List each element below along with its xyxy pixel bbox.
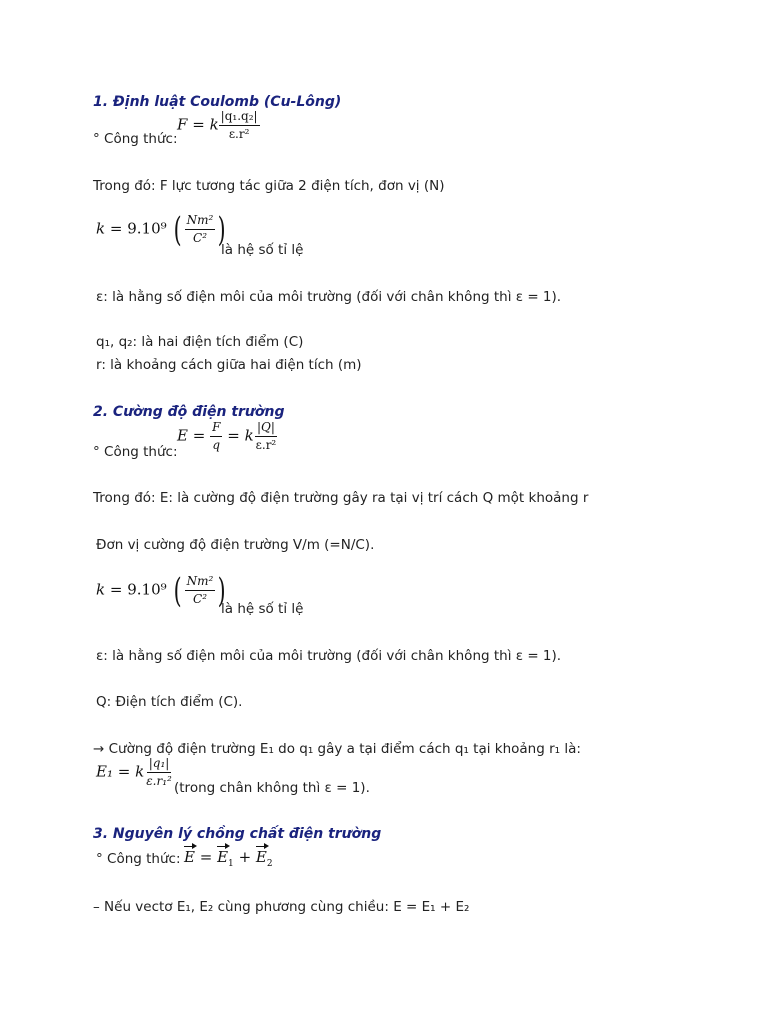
trong-do-text: Trong đó: F lực tương tác giữa 2 điện tích, đơn vị (N) — [93, 178, 445, 194]
formula-fraction — [219, 108, 260, 143]
right-paren: ) — [218, 209, 226, 250]
same-direction-note: – Nếu vectơ E₁, E₂ cùng phương cùng chiều: E = E₁ + E₂ — [93, 899, 470, 915]
k-numerator: Nm² — [185, 573, 216, 591]
formula-k: k — [209, 115, 219, 134]
formula-k: k — [135, 762, 145, 781]
plus-sign: + — [238, 848, 252, 866]
formula-eq: = — [117, 762, 131, 781]
f-over-q — [210, 419, 222, 454]
point-charge-text: Q: Điện tích điểm (C). — [96, 694, 243, 710]
field-formula — [177, 419, 278, 454]
k-fraction — [185, 212, 216, 247]
formula-label: ° Công thức: — [96, 851, 181, 867]
subscript-1: 1 — [228, 859, 234, 869]
e1-formula — [96, 755, 174, 790]
vector-e1: E — [217, 848, 229, 866]
section-2-heading: 2. Cường độ điện trường — [93, 404, 285, 420]
k-fraction — [185, 573, 216, 608]
right-paren: ) — [218, 570, 226, 611]
formula-lhs: E — [177, 426, 188, 445]
vector-e: E — [184, 848, 195, 866]
unit-text: Đơn vị cường độ điện trường V/m (=N/C). — [96, 537, 375, 553]
k-rhs: = 9.10⁹ — [109, 580, 167, 599]
formula-lhs: F — [177, 115, 188, 134]
fraction-denominator: ε.r² — [228, 127, 250, 141]
k-denominator: C² — [193, 231, 208, 245]
e1-numerator: |q₁| — [147, 755, 172, 773]
k-formula — [96, 209, 229, 250]
coulomb-formula — [177, 108, 260, 143]
fraction-numerator: |q₁.q₂| — [219, 108, 260, 126]
q-denominator: q — [212, 438, 221, 452]
left-paren: ( — [174, 209, 183, 250]
section-1-heading: 1. Định luật Coulomb (Cu-Lông) — [93, 94, 342, 110]
k-denominator: C² — [193, 592, 208, 606]
e1-note: (trong chân không thì ε = 1). — [174, 780, 370, 796]
k-lhs: k — [96, 219, 106, 238]
e1-denominator: ε.r₁² — [146, 774, 172, 788]
e1-fraction — [144, 755, 174, 790]
fraction-denominator: ε.r² — [255, 438, 277, 452]
epsilon-text: ε: là hằng số điện môi của môi trường (đối với chân không thì ε = 1). — [96, 289, 562, 305]
k-lhs: k — [96, 580, 106, 599]
k-description: là hệ số tỉ lệ — [221, 601, 304, 617]
subscript-2: 2 — [266, 859, 273, 869]
epsilon-text: ε: là hằng số điện môi của môi trường (đối với chân không thì ε = 1). — [96, 648, 562, 664]
k-formula — [96, 570, 229, 611]
charges-text: q₁, q₂: là hai điện tích điểm (C) — [96, 334, 304, 350]
formula-fraction — [254, 419, 279, 454]
formula-eq: = — [192, 115, 205, 134]
left-paren: ( — [174, 570, 183, 611]
section-3-heading: 3. Nguyên lý chồng chất điện trường — [93, 826, 382, 842]
formula-label: ° Công thức: — [93, 131, 178, 147]
distance-text: r: là khoảng cách giữa hai điện tích (m) — [96, 357, 362, 373]
arrow-text: → Cường độ điện trường E₁ do q₁ gây a tại điểm cách q₁ tại khoảng r₁ là: — [93, 741, 581, 757]
k-numerator: Nm² — [185, 212, 216, 230]
formula-eq: = — [192, 426, 206, 445]
vector-e2: E — [255, 848, 267, 866]
formula-eq: = — [227, 426, 240, 445]
k-description: là hệ số tỉ lệ — [221, 242, 304, 258]
formula-k: k — [244, 426, 254, 445]
k-rhs: = 9.10⁹ — [109, 219, 167, 238]
formula-label: ° Công thức: — [93, 444, 178, 460]
formula-eq: = — [199, 848, 213, 866]
fraction-numerator: |Q| — [255, 419, 277, 437]
e1-lhs: E₁ — [96, 762, 113, 781]
f-numerator: F — [210, 419, 222, 437]
trong-do-text: Trong đó: E: là cường độ điện trường gây ra tại vị trí cách Q một khoảng r — [93, 490, 589, 506]
superposition-formula — [184, 848, 273, 869]
